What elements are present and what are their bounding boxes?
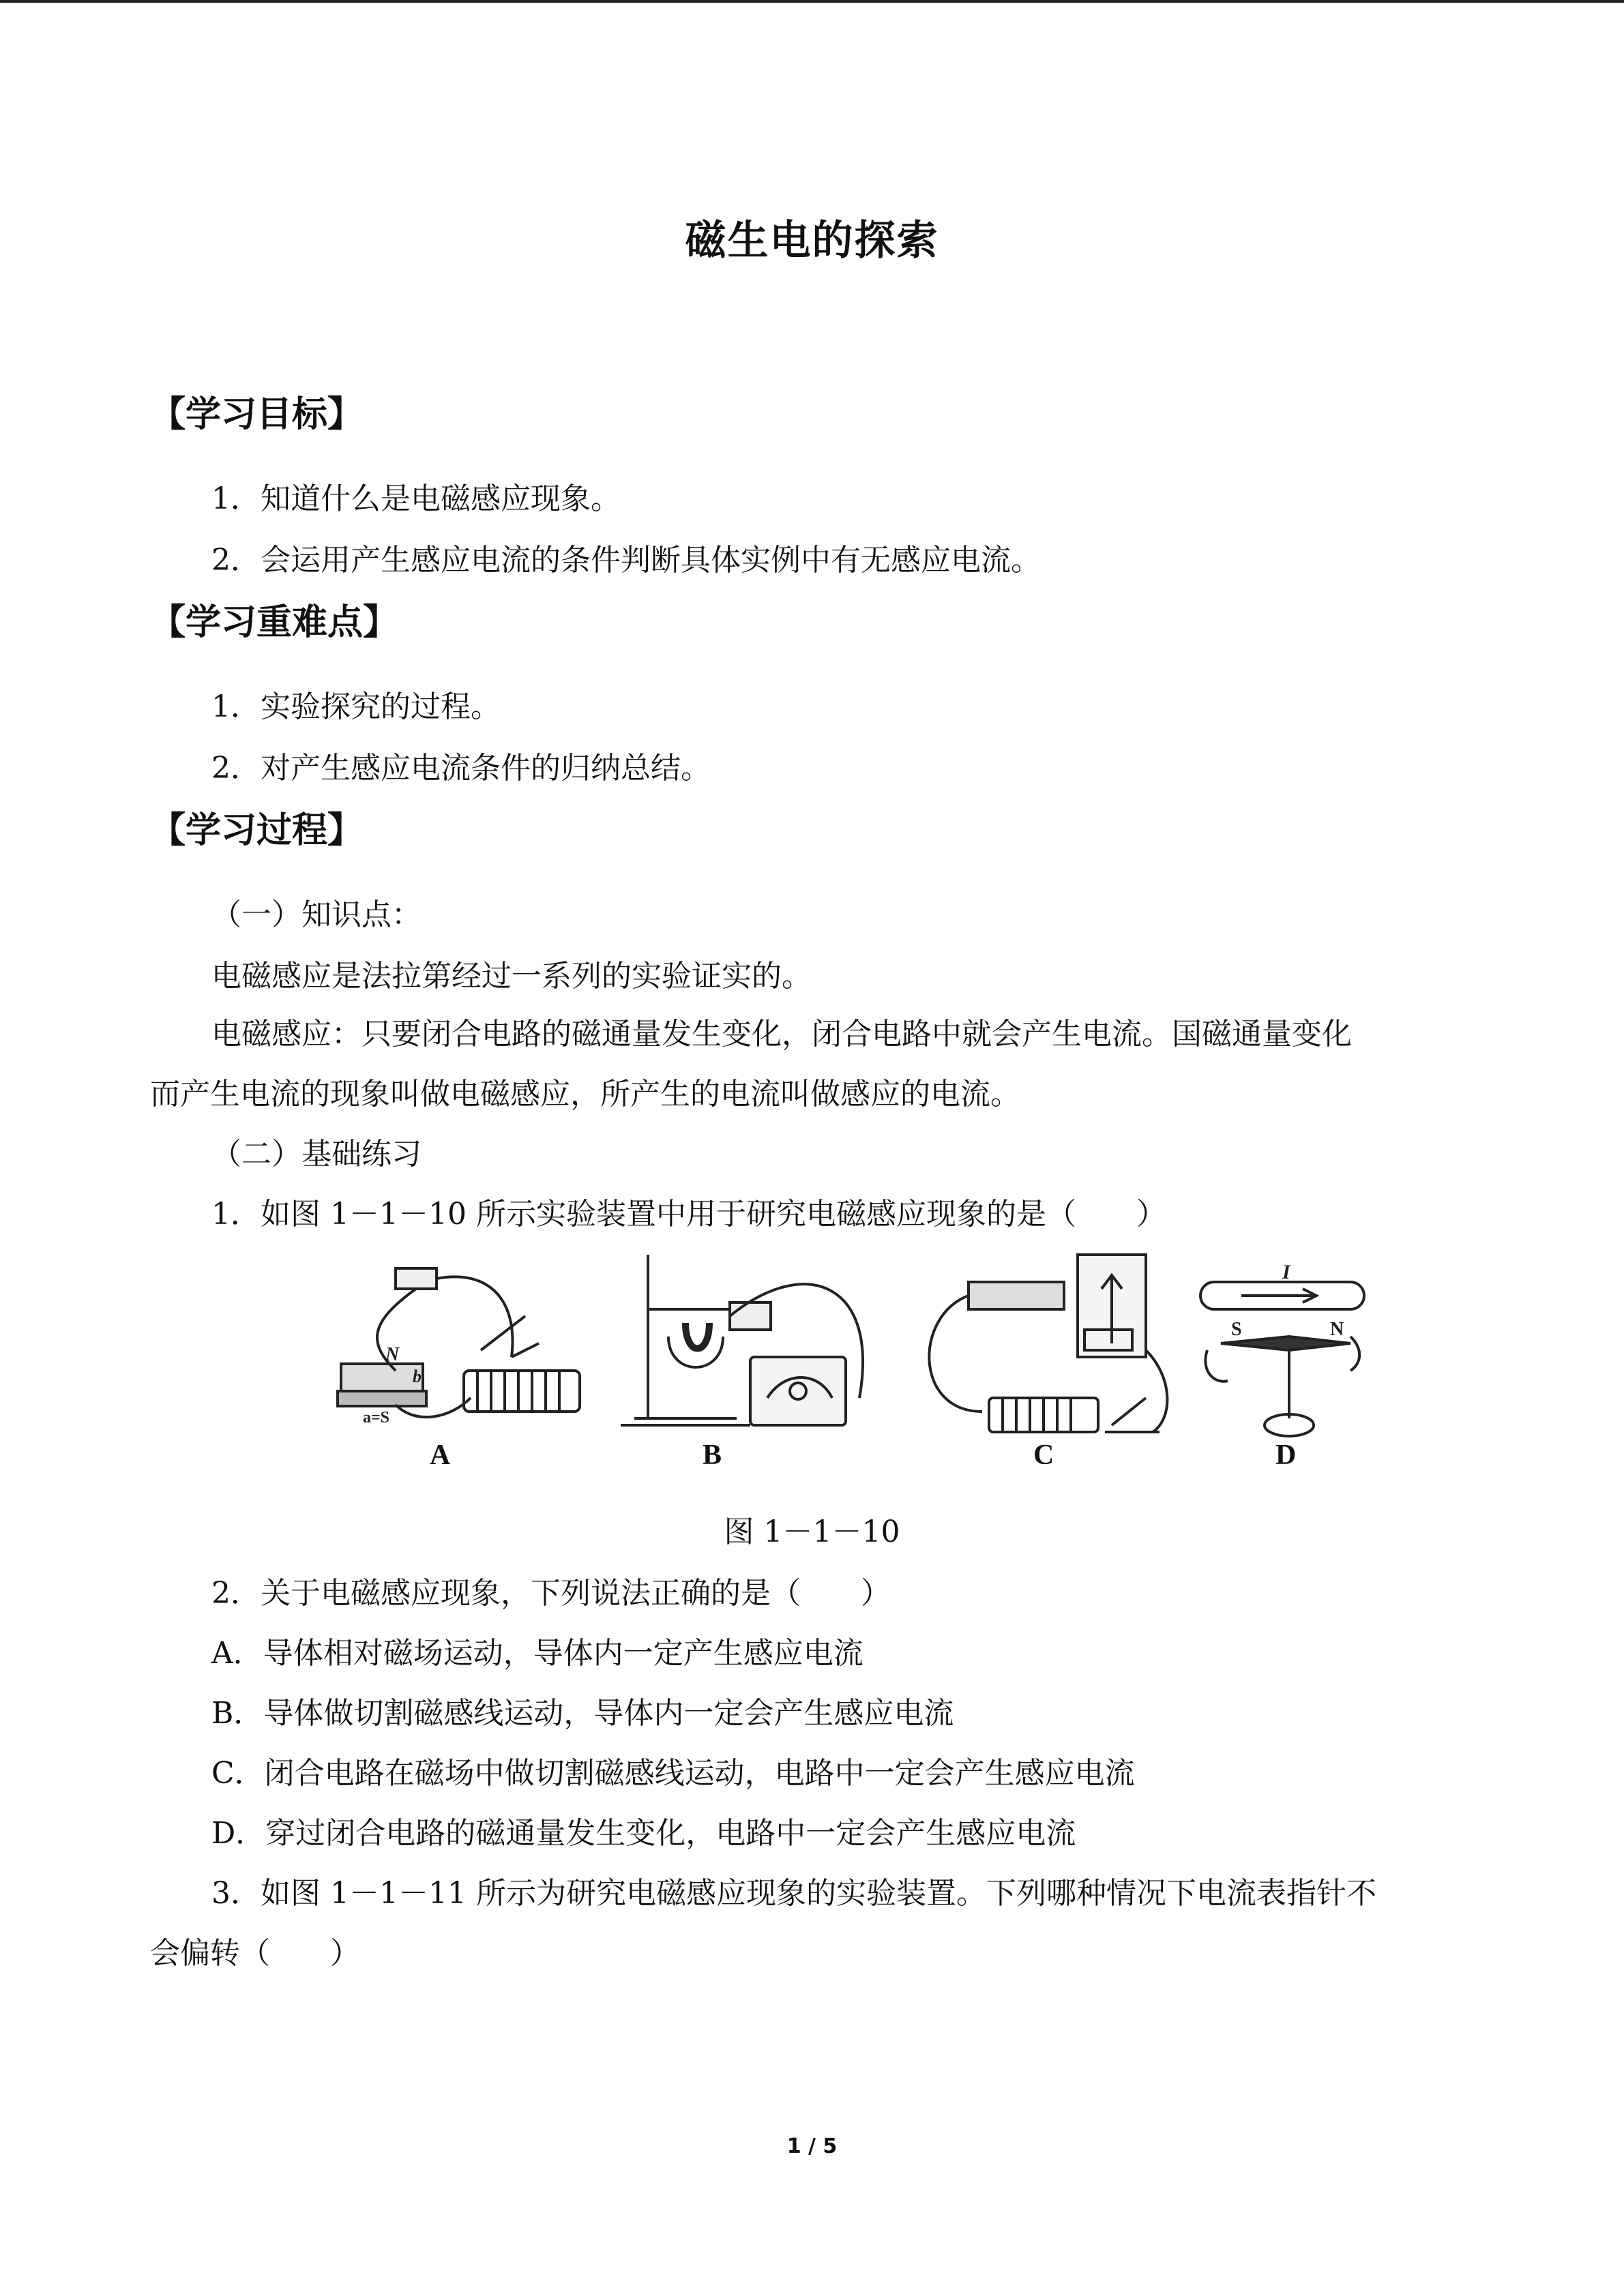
figure-caption: 图 1－1－10 (724, 1515, 900, 1549)
page-title: 磁生电的探索 (685, 217, 939, 265)
knowledge-paragraph-2-line-1: 电磁感应：只要闭合电路的磁通量发生变化，闭合电路中就会产生电流。国磁通量变化 (211, 1017, 1352, 1052)
figure-a-as-label: a=S (363, 1409, 390, 1427)
goal-item-2: 2．会运用产生感应电流的条件判断具体实例中有无感应电流。 (211, 543, 1041, 578)
figure-a-b-label: b (413, 1367, 422, 1386)
section-heading-process: 【学习过程】 (150, 810, 364, 851)
question-2-option-a: A．导体相对磁场运动，导体内一定产生感应电流 (211, 1636, 863, 1671)
question-2-option-b: B．导体做切割磁感线运动，导体内一定会产生感应电流 (211, 1696, 954, 1731)
figure-d-s-label: S (1231, 1319, 1242, 1340)
figure-a-n-label: N (385, 1344, 400, 1365)
knowledge-label: （一）知识点： (211, 897, 422, 932)
key-point-item-1: 1．实验探究的过程。 (211, 689, 501, 724)
goal-item-1: 1．知道什么是电磁感应现象。 (211, 481, 621, 516)
question-2-option-d: D．穿过闭合电路的磁通量发生变化，电路中一定会产生感应电流 (211, 1816, 1076, 1851)
question-3-line-1: 3．如图 1－1－11 所示为研究电磁感应现象的实验装置。下列哪种情况下电流表指针不 (211, 1876, 1376, 1911)
knowledge-paragraph-1: 电磁感应是法拉第经过一系列的实验证实的。 (211, 959, 812, 994)
top-border (0, 0, 1624, 3)
figure-label-c: C (1033, 1440, 1054, 1471)
figure-label-b: B (703, 1440, 722, 1471)
section-heading-key-points: 【学习重难点】 (150, 602, 399, 643)
section-heading-goals: 【学习目标】 (150, 394, 364, 435)
figure-d-illustration (1200, 1261, 1364, 1436)
figure-a-illustration (338, 1268, 580, 1427)
figure-label-d: D (1275, 1440, 1297, 1471)
practice-label: （二）基础练习 (211, 1137, 422, 1172)
figure-b-illustration (621, 1255, 863, 1425)
question-1: 1．如图 1－1－10 所示实验装置中用于研究电磁感应现象的是（ ） (211, 1197, 1166, 1232)
key-point-item-2: 2．对产生感应电流条件的归纳总结。 (211, 751, 711, 786)
figure-1-1-10 (314, 1241, 1391, 1487)
knowledge-paragraph-2-line-2: 而产生电流的现象叫做电磁感应，所产生的电流叫做感应的电流。 (150, 1077, 1020, 1112)
question-2-option-c: C．闭合电路在磁场中做切割磁感线运动，电路中一定会产生感应电流 (211, 1756, 1135, 1791)
figure-d-n-label: N (1330, 1319, 1344, 1340)
question-2: 2．关于电磁感应现象，下列说法正确的是（ ） (211, 1576, 891, 1611)
figure-c-illustration (929, 1255, 1167, 1432)
page-number: 1 / 5 (786, 2134, 838, 2158)
figure-d-i-label: I (1282, 1261, 1290, 1283)
question-3-line-2: 会偏转（ ） (150, 1936, 360, 1971)
figure-label-a: A (430, 1440, 451, 1471)
